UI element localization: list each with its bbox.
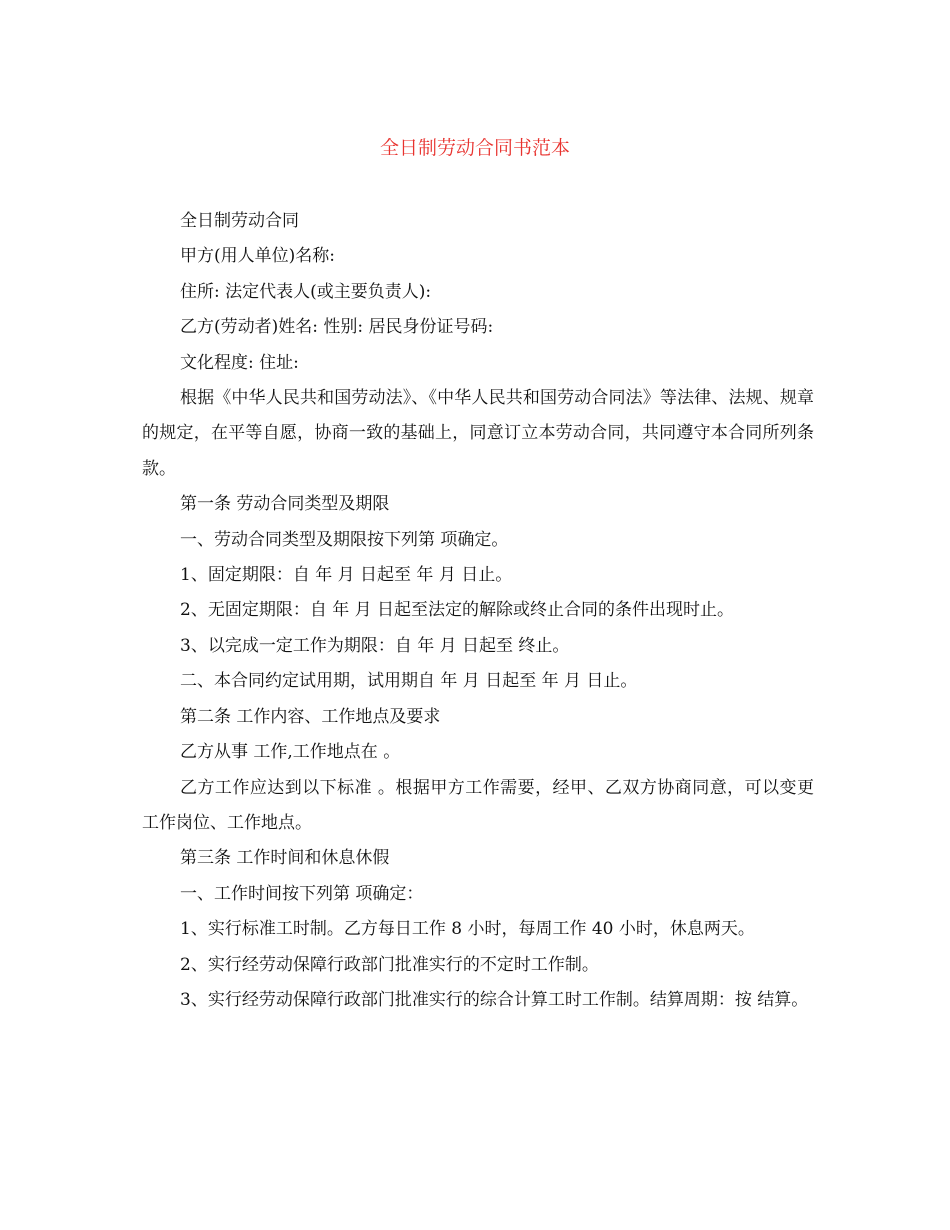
paragraph-flexible-hours: 2、实行经劳动保障行政部门批准实行的不定时工作制。 [180, 954, 599, 975]
paragraph-party-b-education: 文化程度: 住址: [180, 352, 299, 373]
paragraph-job-standard: 乙方工作应达到以下标准 。根据甲方工作需要，经甲、乙双方协商同意，可以变更工作岗位、工作地点。 [142, 777, 814, 833]
paragraph-probation: 二、本合同约定试用期，试用期自 年 月 日起至 年 月 日止。 [180, 671, 638, 692]
paragraph-contract-heading: 全日制劳动合同 [180, 211, 299, 231]
paragraph-preamble: 根据《中华人民共和国劳动法》、《中华人民共和国劳动合同法》等法律、法规、规章的规定，在平等自愿，协商一致的基础上，同意订立本劳动合同，共同遵守本合同所列条款。 [142, 388, 814, 479]
paragraph-contract-type: 一、劳动合同类型及期限按下列第 项确定。 [180, 529, 509, 550]
document-title: 全日制劳动合同书范本 [379, 137, 570, 159]
paragraph-party-a-name: 甲方(用人单位)名称: [180, 246, 335, 267]
paragraph-standard-hours: 1、实行标准工时制。乙方每日工作 8 小时，每周工作 40 小时，休息两天。 [180, 919, 755, 940]
paragraph-party-a-address: 住所: 法定代表人(或主要负责人): [180, 281, 432, 302]
paragraph-work-time: 一、工作时间按下列第 项确定： [180, 883, 424, 904]
paragraph-comprehensive-hours: 3、实行经劳动保障行政部门批准实行的综合计算工时工作制。结算周期：按 结算。 [180, 989, 809, 1010]
paragraph-open-term: 2、无固定期限：自 年 月 日起至法定的解除或终止合同的条件出现时止。 [180, 600, 735, 621]
paragraph-party-b-info: 乙方(劳动者)姓名: 性别: 居民身份证号码: [180, 317, 494, 338]
paragraph-task-term: 3、以完成一定工作为期限：自 年 月 日起至 终止。 [180, 635, 570, 656]
paragraph-job-location: 乙方从事 工作,工作地点在 。 [180, 742, 401, 763]
paragraph-fixed-term: 1、固定期限：自 年 月 日起至 年 月 日止。 [180, 565, 513, 586]
article-2-heading: 第二条 工作内容、工作地点及要求 [180, 706, 441, 727]
article-1-heading: 第一条 劳动合同类型及期限 [180, 494, 390, 515]
article-3-heading: 第三条 工作时间和休息休假 [180, 848, 390, 869]
document-body [142, 204, 814, 1018]
